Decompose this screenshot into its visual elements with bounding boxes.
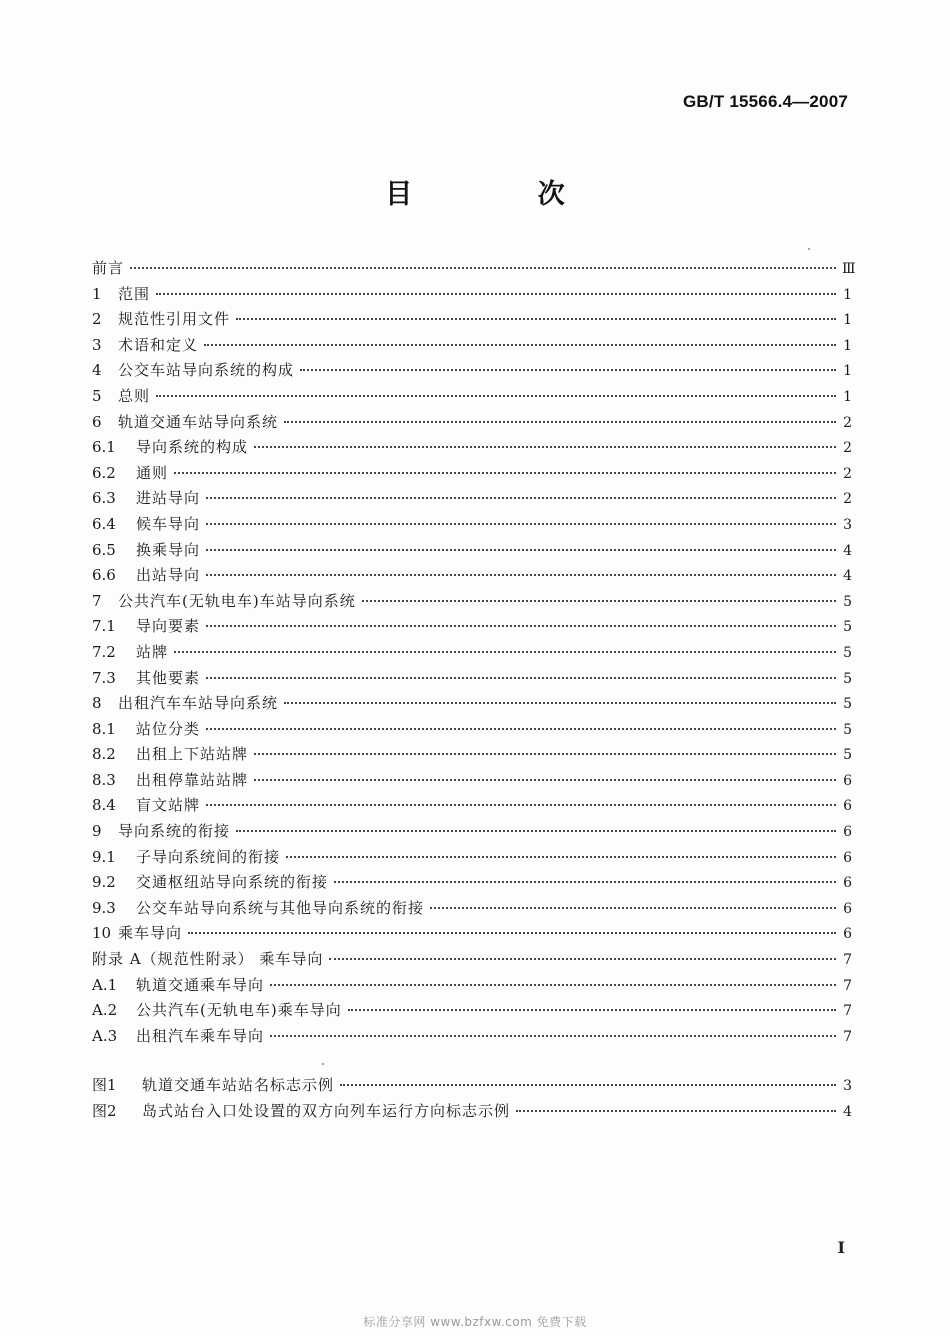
toc-page-number: 3 — [843, 1078, 852, 1094]
toc-entry-title: 附录 A（规范性附录） 乘车导向 — [92, 950, 324, 969]
toc-entry — [92, 973, 852, 999]
dot-leader — [206, 804, 836, 806]
toc-page-number: 6 — [843, 900, 852, 917]
toc-entry-number: 9 — [92, 822, 102, 841]
toc-entry — [92, 333, 852, 359]
toc-entry-title: 站位分类 — [136, 719, 201, 738]
dot-leader — [284, 421, 836, 423]
toc-entry — [92, 768, 852, 794]
toc-entry-number: 9.3 — [92, 898, 116, 917]
toc-page-number: 7 — [843, 1003, 852, 1020]
toc-page-number: 5 — [843, 593, 852, 610]
toc-page-number: 1 — [843, 312, 852, 329]
toc-entry-number: 2 — [92, 310, 102, 329]
dot-leader — [270, 984, 836, 986]
toc-entry — [92, 845, 852, 871]
toc-page-number: 2 — [843, 491, 852, 508]
dot-leader — [254, 779, 836, 781]
toc-entry-title: 轨道交通车站导向系统 — [118, 412, 279, 431]
toc-entry-number: A.1 — [92, 975, 118, 994]
toc-entry — [92, 435, 852, 461]
dot-leader — [329, 958, 836, 960]
toc-entry-number: 3 — [92, 335, 102, 354]
page-number: I — [837, 1238, 845, 1257]
toc-entry-number: 7 — [92, 591, 102, 610]
toc-entry-number: 7.3 — [92, 668, 116, 687]
toc-entry — [92, 666, 852, 692]
toc-page-number: 1 — [843, 388, 852, 405]
toc-entry-number: 6.1 — [92, 438, 116, 457]
toc-entry-title: 出租上下站站牌 — [136, 745, 249, 764]
toc-page-number: 5 — [843, 696, 852, 713]
toc-page-number: 4 — [843, 568, 852, 585]
toc-page-number: 6 — [843, 798, 852, 815]
toc-page-number: 6 — [843, 849, 852, 866]
toc-entry-number: 6.3 — [92, 489, 116, 508]
toc-entry-title: 换乘导向 — [136, 540, 201, 559]
toc-entry-number: 8.4 — [92, 796, 116, 815]
dot-leader — [188, 932, 836, 934]
dot-leader — [206, 497, 836, 499]
toc-entry-number: 6 — [92, 412, 102, 431]
toc-entry — [92, 998, 852, 1024]
figure-entry — [92, 1099, 852, 1125]
toc-entry-title: 通则 — [136, 463, 169, 482]
toc-entry-number: 8.3 — [92, 770, 116, 789]
toc-entry-title: 范围 — [118, 284, 151, 303]
dot-leader — [236, 830, 836, 832]
figure-number: 图2 — [92, 1101, 117, 1120]
dot-leader — [362, 600, 836, 602]
toc-entry — [92, 793, 852, 819]
toc-page-number: 2 — [843, 440, 852, 457]
toc-page-number: 5 — [843, 644, 852, 661]
figure-title: 轨道交通车站站名标志示例 — [142, 1076, 335, 1094]
toc-page-number: 5 — [843, 619, 852, 636]
toc-entry-title: 导向系统的衔接 — [118, 822, 231, 841]
toc-entry — [92, 538, 852, 564]
figure-number: 图1 — [92, 1076, 117, 1094]
toc-entry-title: 公交车站导向系统与其他导向系统的衔接 — [136, 898, 425, 917]
toc-entry — [92, 1024, 852, 1050]
dot-leader — [156, 395, 836, 397]
toc-entry-number: 6.6 — [92, 566, 116, 585]
toc-entry-number: 8.2 — [92, 745, 116, 764]
dot-leader — [130, 267, 836, 269]
toc-page-number: 6 — [843, 926, 852, 943]
dot-leader — [204, 344, 836, 346]
dot-leader — [174, 651, 836, 653]
toc-entry — [92, 640, 852, 666]
toc-entry-title: 前言 — [92, 259, 125, 277]
toc-entry-title: 站牌 — [136, 642, 169, 661]
toc-entry-title: 公共汽车(无轨电车)乘车导向 — [136, 1001, 342, 1020]
dot-leader — [206, 625, 836, 627]
toc-entry — [92, 589, 852, 615]
toc-entry-number: 6.4 — [92, 514, 116, 533]
dot-leader — [206, 523, 836, 525]
toc-entry — [92, 256, 856, 282]
figure-list — [92, 1073, 852, 1124]
dot-leader — [334, 881, 836, 883]
toc-entry — [92, 563, 852, 589]
dot-leader — [254, 446, 836, 448]
toc-entry-number: 8 — [92, 694, 102, 713]
toc-page-number: 6 — [843, 824, 852, 841]
toc-entry — [92, 870, 852, 896]
toc-entry-number: 6.2 — [92, 463, 116, 482]
toc-entry-number: 9.1 — [92, 847, 116, 866]
dot-leader — [270, 1035, 836, 1037]
toc-entry-title: 出站导向 — [136, 566, 201, 585]
toc-entry-title: 其他要素 — [136, 668, 201, 687]
toc-page-number: 4 — [843, 542, 852, 559]
toc-page-number: 7 — [843, 952, 852, 969]
toc-entry-title: 进站导向 — [136, 489, 201, 508]
toc-entry-title: 导向系统的构成 — [136, 438, 249, 457]
dot-leader — [286, 856, 836, 858]
toc-entry-number: A.2 — [92, 1001, 118, 1020]
dot-leader — [206, 728, 836, 730]
dot-leader — [254, 753, 836, 755]
toc-entry — [92, 358, 852, 384]
watermark: 标准分享网 www.bzfxw.com 免费下载 — [363, 1315, 587, 1329]
dot-leader — [300, 369, 836, 371]
toc-entry-title: 候车导向 — [136, 514, 201, 533]
toc-entry-number: 6.5 — [92, 540, 116, 559]
dot-leader — [156, 293, 836, 295]
dot-leader — [348, 1009, 836, 1011]
toc-entry — [92, 691, 852, 717]
toc-entry-title: 总则 — [118, 386, 151, 405]
dot-leader — [236, 318, 836, 320]
toc-entry — [92, 461, 852, 487]
toc-entry-title: 子导向系统间的衔接 — [136, 847, 281, 866]
toc-entry — [92, 896, 852, 922]
toc-entry — [92, 819, 852, 845]
toc-entry-number: 7.1 — [92, 617, 116, 636]
toc-entry-title: 出租停靠站站牌 — [136, 770, 249, 789]
dot-leader — [430, 907, 836, 909]
toc-entry — [92, 512, 852, 538]
toc-entry — [92, 307, 852, 333]
toc-entry — [92, 614, 852, 640]
toc-list — [92, 256, 856, 1049]
toc-entry-title: 规范性引用文件 — [118, 310, 231, 329]
toc-entry — [92, 486, 852, 512]
figure-title: 岛式站台入口处设置的双方向列车运行方向标志示例 — [142, 1101, 511, 1120]
toc-entry-number: A.3 — [92, 1026, 118, 1045]
toc-page-number: 1 — [843, 286, 852, 303]
toc-entry — [92, 947, 852, 973]
dot-leader — [206, 677, 836, 679]
toc-entry-number: 1 — [92, 284, 102, 303]
toc-page-number: 4 — [843, 1103, 852, 1120]
toc-entry — [92, 921, 852, 947]
toc-entry-number: 9.2 — [92, 873, 116, 892]
toc-page-number: 2 — [843, 465, 852, 482]
toc-entry-title: 导向要素 — [136, 617, 201, 636]
dot-leader — [340, 1084, 836, 1086]
toc-entry-number: 8.1 — [92, 719, 116, 738]
toc-entry-title: 公交车站导向系统的构成 — [118, 361, 295, 380]
toc-entry-title: 盲文站牌 — [136, 796, 201, 815]
toc-entry-number: 10 — [92, 924, 112, 943]
dot-leader — [174, 472, 836, 474]
toc-entry — [92, 282, 852, 308]
toc-entry-title: 轨道交通乘车导向 — [136, 975, 265, 994]
toc-entry-number: 4 — [92, 361, 102, 380]
scan-speck — [808, 248, 810, 250]
toc-page-number: 5 — [843, 747, 852, 764]
toc-page-number: 6 — [843, 875, 852, 892]
toc-page-number: 2 — [843, 414, 852, 431]
toc-entry — [92, 717, 852, 743]
toc-entry-title: 乘车导向 — [118, 924, 183, 943]
toc-page-number: 1 — [843, 363, 852, 380]
toc-page-number: 5 — [843, 721, 852, 738]
dot-leader — [206, 574, 836, 576]
standard-code: GB/T 15566.4—2007 — [683, 92, 848, 111]
toc-page-number: 1 — [843, 337, 852, 354]
toc-page-number: 6 — [843, 772, 852, 789]
toc-page-number: 3 — [843, 516, 852, 533]
toc-entry — [92, 410, 852, 436]
toc-page-number: Ⅲ — [842, 261, 856, 277]
dot-leader — [284, 702, 836, 704]
toc-entry — [92, 742, 852, 768]
toc-title: 目 次 — [385, 179, 623, 210]
toc-entry-title: 术语和定义 — [118, 335, 199, 354]
toc-entry — [92, 384, 852, 410]
dot-leader — [206, 549, 836, 551]
figure-entry — [92, 1073, 852, 1099]
toc-entry-title: 交通枢纽站导向系统的衔接 — [136, 873, 329, 892]
toc-page-number: 7 — [843, 977, 852, 994]
toc-page-number: 7 — [843, 1028, 852, 1045]
toc-entry-title: 出租汽车车站导向系统 — [118, 694, 279, 713]
dot-leader — [516, 1110, 836, 1112]
toc-entry-title: 公共汽车(无轨电车)车站导向系统 — [118, 591, 356, 610]
toc-entry-number: 5 — [92, 386, 102, 405]
toc-entry-number: 7.2 — [92, 642, 116, 661]
scan-speck — [322, 1063, 324, 1065]
toc-page-number: 5 — [843, 670, 852, 687]
toc-entry-title: 出租汽车乘车导向 — [136, 1026, 265, 1045]
